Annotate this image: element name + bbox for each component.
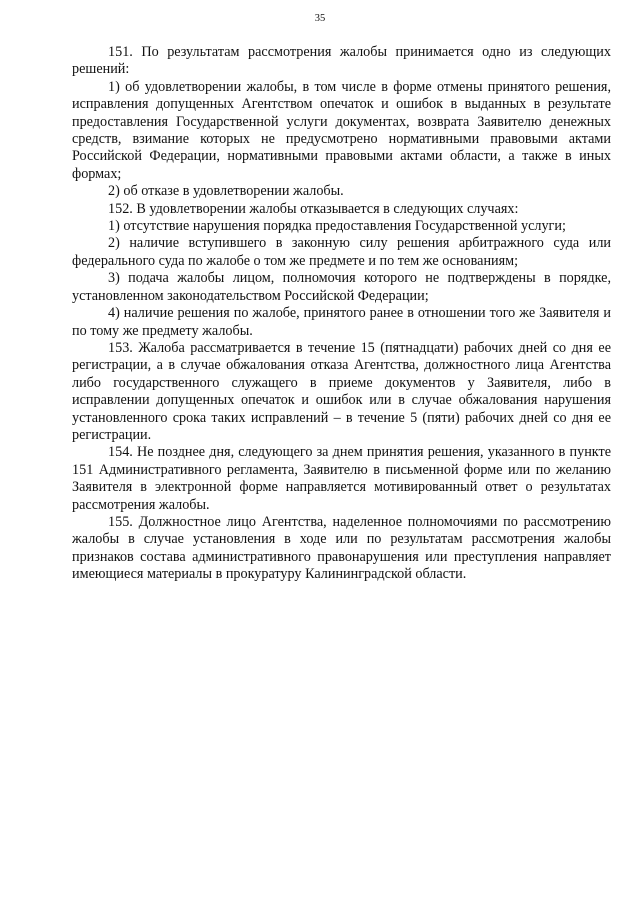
paragraph-151: 151. По результатам рассмотрения жалобы принимается одно из следующих решений:	[72, 44, 611, 78]
page-number: 35	[314, 13, 326, 24]
paragraph-152-item-4: 4) наличие решения по жалобе, принятого ранее в отношении того же Заявителя и по тому же предмету жалобы.	[72, 305, 611, 339]
paragraph-151-item-1: 1) об удовлетворении жалобы, в том числе в форме отмены принятого решения, исправления допущенных Агентством опечаток и ошибок в выданных в результате предоставления Государственной услуги документах, возврата Заявителю денежных средств, взимание которых не предусмотрено нормативными правовыми актами Российской Федерации, нормативными правовыми актами области, а также в иных формах;	[72, 78, 611, 182]
document-body	[72, 44, 611, 584]
paragraph-152-item-2: 2) наличие вступившего в законную силу решения арбитражного суда или федерального суда по жалобе о том же предмете и по тем же основаниям;	[72, 235, 611, 269]
paragraph-152-item-1: 1) отсутствие нарушения порядка предоставления Государственной услуги;	[108, 218, 566, 235]
paragraph-152: 152. В удовлетворении жалобы отказывается в следующих случаях:	[108, 200, 519, 217]
paragraph-153: 153. Жалоба рассматривается в течение 15 (пятнадцати) рабочих дней со дня ее регистрации, а в случае обжалования отказа Агентства, должностного лица Агентства либо государственного служащего в приеме документов у Заявителя, либо в исправлении допущенных опечаток и ошибок или в случае обжалования нарушения установленного срока таких исправлений – в течение 5 (пяти) рабочих дней со дня ее регистрации.	[72, 339, 611, 443]
paragraph-154: 154. Не позднее дня, следующего за днем принятия решения, указанного в пункте 151 Административного регламента, Заявителю в письменной форме или по желанию Заявителя в электронной форме направляется мотивированный ответ о результатах рассмотрения жалобы.	[72, 444, 611, 513]
paragraph-155: 155. Должностное лицо Агентства, наделенное полномочиями по рассмотрению жалобы в случае установления в ходе или по результатам рассмотрения жалобы признаков состава административного правонарушения или преступления направляет имеющиеся материалы в прокуратуру Калининградской области.	[72, 513, 611, 583]
paragraph-151-item-2: 2) об отказе в удовлетворении жалобы.	[108, 183, 344, 200]
paragraph-152-item-3: 3) подача жалобы лицом, полномочия которого не подтверждены в порядке, установленном законодательством Российской Федерации;	[72, 270, 611, 304]
